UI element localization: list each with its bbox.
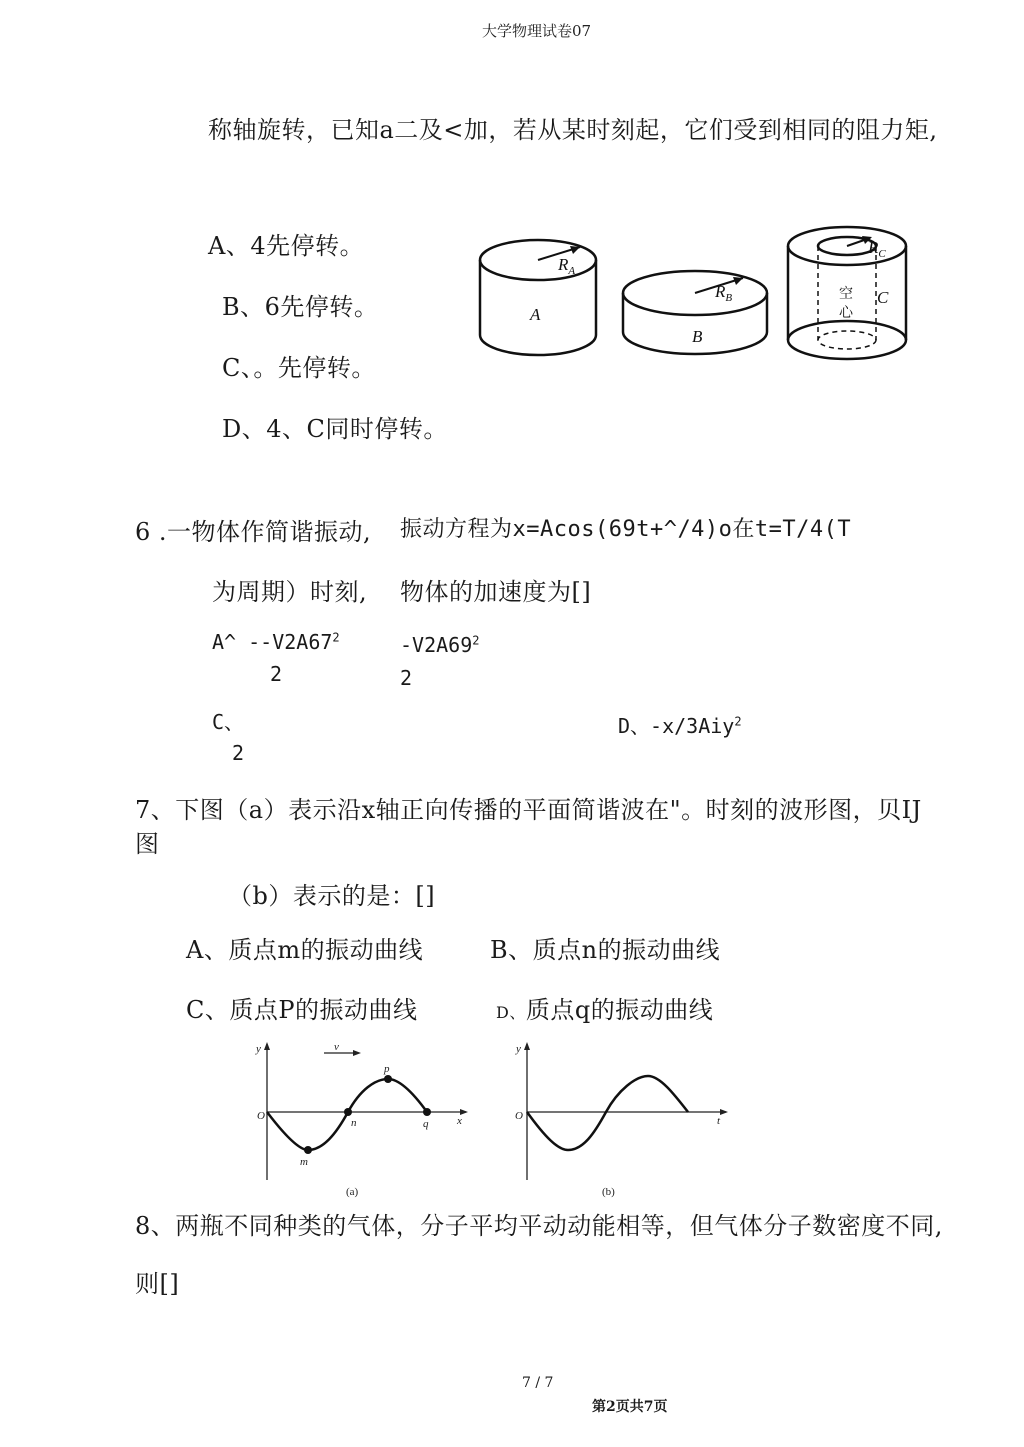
- q7-wave-graph-a: [248, 1038, 478, 1200]
- graph-b-y-label: y: [516, 1043, 521, 1055]
- q5-option-c: C、。先停转。: [222, 354, 376, 382]
- page-header-title: 大学物理试卷07: [482, 22, 592, 40]
- q7-option-d: D、质点q的振动曲线: [496, 996, 714, 1024]
- cylinder-b-radius-label: $R_B$: [715, 282, 733, 304]
- graph-a-origin-label: O: [257, 1110, 265, 1122]
- point-p-label: p: [384, 1063, 390, 1075]
- point-q-label: q: [423, 1118, 429, 1130]
- q5-cylinders-figure: [470, 220, 910, 375]
- q6-stem-part1: 6 .一物体作简谐振动,: [135, 518, 372, 546]
- q6-stem-part3: 为周期）时刻,: [212, 578, 368, 606]
- q6-option-c-denominator: 2: [232, 741, 245, 765]
- q6-option-c: C、: [212, 710, 245, 734]
- cylinder-b-label: B: [692, 327, 703, 346]
- graph-a-y-label: y: [256, 1043, 261, 1055]
- graph-a-velocity-label: v: [334, 1041, 339, 1053]
- q7-stem-line1: 7、下图（a）表示沿x轴正向传播的平面简谐波在"。时刻的波形图，贝IJ: [135, 796, 922, 824]
- q7-stem-line1-wrap: 图: [135, 830, 160, 858]
- q6-option-d: D、-x/3Aiy$^2$: [618, 714, 742, 738]
- graph-a-caption: (a): [346, 1186, 359, 1198]
- q5-option-b: B、6先停转。: [222, 293, 379, 321]
- graph-b-caption: (b): [602, 1186, 615, 1198]
- cylinder-a-radius-label: $R_A$: [558, 255, 576, 277]
- point-n-label: n: [351, 1117, 357, 1129]
- q7-option-b: B、质点n的振动曲线: [490, 936, 721, 964]
- point-m-label: m: [300, 1156, 308, 1168]
- q7-wave-graph-b: [508, 1038, 738, 1200]
- graph-b-origin-label: O: [515, 1110, 523, 1122]
- q7-option-a: A、质点m的振动曲线: [186, 936, 424, 964]
- q5-option-a: A、4先停转。: [208, 232, 365, 260]
- graph-a-x-label: x: [457, 1115, 462, 1127]
- hollow-label-1: 空: [839, 287, 853, 302]
- q8-stem-line2: 则[]: [135, 1270, 180, 1298]
- cylinder-c-radius-label: $R_C$: [868, 238, 886, 260]
- cylinder-c-label: C: [877, 288, 889, 307]
- q5-stem-line: 称轴旋转，已知a二及<加，若从某时刻起，它们受到相同的阻力矩,: [208, 116, 938, 144]
- page-number-cn: 第2页共7页: [592, 1399, 668, 1415]
- q6-stem-part4: 物体的加速度为[]: [400, 578, 592, 606]
- q6-option-a-denominator: 2: [270, 662, 283, 686]
- page-counter: 7 / 7: [522, 1375, 554, 1391]
- q5-option-d: D、4、C同时停转。: [222, 415, 448, 443]
- graph-b-t-label: t: [717, 1115, 721, 1127]
- cylinder-a: [480, 240, 596, 355]
- q7-option-c: C、质点P的振动曲线: [186, 996, 418, 1024]
- q6-stem-part2: 振动方程为x=Acos(69t+^/4)o在t=T/4(T: [400, 517, 852, 542]
- q6-option-b: $-V2A69^2$: [400, 633, 480, 657]
- hollow-label-2: 心: [839, 306, 853, 321]
- q7-stem-line2: （b）表示的是：[]: [228, 882, 436, 910]
- q6-option-a: A^ $--V2A67^2$: [212, 630, 340, 654]
- cylinder-a-label: A: [530, 305, 541, 324]
- q8-stem-line1: 8、两瓶不同种类的气体，分子平均平动动能相等，但气体分子数密度不同,: [135, 1212, 943, 1240]
- q6-option-b-denominator: 2: [400, 666, 413, 690]
